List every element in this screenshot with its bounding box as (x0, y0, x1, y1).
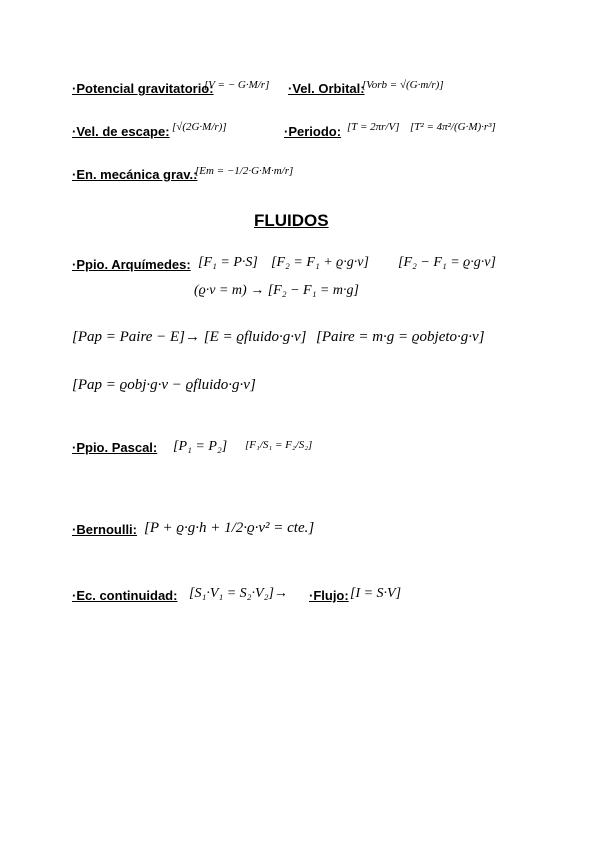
potential-formula: [V = − G·M/r] (204, 79, 270, 91)
air-weight: [Paire = m·g = ϱobjeto·g·v] (316, 329, 485, 345)
orbital-label: ·Vel. Orbital: (288, 81, 365, 96)
archimedes-f3: [F₂ − F₁ = ϱ·g·v] (398, 255, 496, 270)
energy-formula: [Em = −1/2·G·M·m/r] (195, 165, 294, 177)
flow-formula: [I = S·V] (350, 586, 402, 601)
energy-label: ·En. mecánica grav.: (72, 167, 198, 182)
apparent-weight-2: [Pap = ϱobj·g·v − ϱfluido·g·v] (72, 377, 256, 393)
pascal-label: ·Ppio. Pascal: (72, 440, 158, 455)
period-label: ·Periodo: (284, 124, 342, 139)
archimedes-f4: (ϱ·v = m) → [F₂ − F₁ = m·g] (194, 283, 359, 298)
archimedes-f2: [F₂ = F₁ + ϱ·g·v] (271, 255, 369, 270)
section-title: FLUIDOS (254, 211, 329, 230)
pascal-f2: [F₁/S₁ = F₂/S₂] (245, 439, 313, 451)
period-formula-2: [T² = 4π²/(G·M)·r³] (410, 121, 496, 133)
pascal-f1: [P₁ = P₂] (173, 439, 228, 454)
archimedes-label: ·Ppio. Arquímedes: (72, 257, 191, 272)
escape-label: ·Vel. de escape: (72, 124, 170, 139)
continuity-formula: [S₁·V₁ = S₂·V₂]→ (189, 586, 288, 601)
escape-formula: [√(2G·M/r)] (172, 121, 227, 133)
continuity-label: ·Ec. continuidad: (72, 588, 178, 603)
period-formula-1: [T = 2πr/V] (347, 121, 400, 133)
archimedes-f1: [F₁ = P·S] (198, 255, 258, 270)
bernoulli-label: ·Bernoulli: (72, 522, 137, 537)
flow-label: ·Flujo: (309, 588, 349, 603)
orbital-formula: [Vorb = √(G·m/r)] (362, 79, 444, 91)
potential-label: ·Potencial gravitatorio: (72, 81, 214, 96)
apparent-weight-1: [Pap = Paire − E]→ [E = ϱfluido·g·v] (72, 329, 307, 345)
bernoulli-formula: [P + ϱ·g·h + 1/2·ϱ·v² = cte.] (144, 520, 315, 536)
